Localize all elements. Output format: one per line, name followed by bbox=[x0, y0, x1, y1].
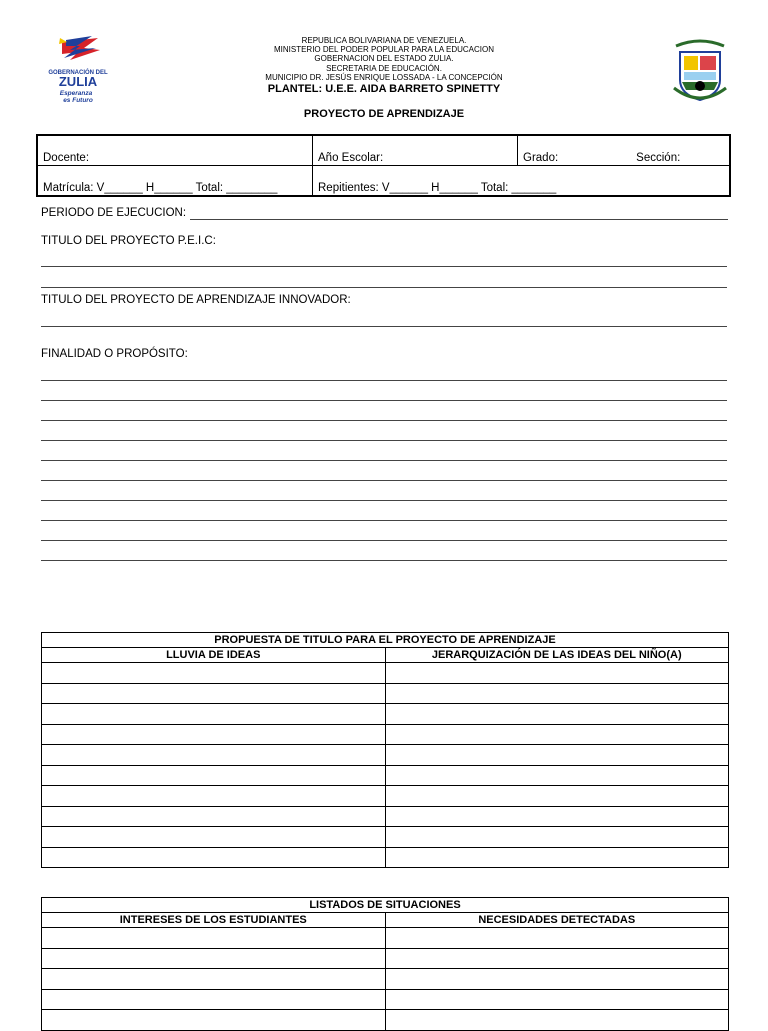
anio-escolar-label: Año Escolar: bbox=[318, 152, 384, 164]
anio-escolar-cell[interactable] bbox=[313, 135, 518, 166]
table-cell[interactable] bbox=[42, 683, 386, 704]
logo-top-text: GOBERNACIÓN DEL bbox=[48, 70, 108, 76]
table-row bbox=[42, 745, 729, 766]
table-row bbox=[42, 806, 729, 827]
finalidad-line[interactable] bbox=[41, 460, 727, 461]
header-line-ministerio: MINISTERIO DEL PODER POPULAR PARA LA EDUCACION bbox=[273, 45, 495, 55]
school-crest-logo bbox=[668, 36, 732, 106]
table-row bbox=[42, 827, 729, 848]
table-cell[interactable] bbox=[42, 704, 386, 725]
table-cell[interactable] bbox=[42, 847, 386, 868]
table-cell[interactable] bbox=[385, 745, 729, 766]
table-cell[interactable] bbox=[385, 806, 729, 827]
table-row bbox=[42, 948, 729, 969]
periodo-line[interactable] bbox=[190, 219, 728, 220]
grado-label: Grado: bbox=[523, 152, 559, 164]
table-row bbox=[42, 704, 729, 725]
table-cell[interactable] bbox=[385, 969, 729, 990]
table-cell[interactable] bbox=[42, 989, 386, 1010]
titulo-innovador-line[interactable] bbox=[41, 326, 727, 327]
table-cell[interactable] bbox=[385, 928, 729, 949]
table-cell[interactable] bbox=[385, 704, 729, 725]
repitientes-cell[interactable] bbox=[313, 166, 731, 197]
finalidad-line[interactable] bbox=[41, 440, 727, 441]
finalidad-line[interactable] bbox=[41, 380, 727, 381]
necesidades-header: NECESIDADES DETECTADAS bbox=[385, 913, 729, 928]
propuesta-table bbox=[41, 632, 729, 868]
jerarquizacion-header: JERARQUIZACIÓN DE LAS IDEAS DEL NIÑO(A) bbox=[385, 648, 729, 663]
finalidad-line[interactable] bbox=[41, 420, 727, 421]
header-line-secretaria: SECRETARIA DE EDUCACIÓN. bbox=[326, 63, 442, 73]
header-line-republica: REPUBLICA BOLIVARIANA DE VENEZUELA. bbox=[301, 36, 467, 45]
titulo-peic-line[interactable] bbox=[41, 287, 727, 288]
header-plantel: PLANTEL: U.E.E. AIDA BARRETO SPINETTY bbox=[267, 83, 501, 96]
table-row bbox=[42, 765, 729, 786]
finalidad-label: FINALIDAD O PROPÓSITO: bbox=[41, 348, 188, 360]
table-row bbox=[42, 1010, 729, 1031]
titulo-peic-line[interactable] bbox=[41, 266, 727, 267]
table-row bbox=[42, 786, 729, 807]
header-line-gobernacion: GOBERNACION DEL ESTADO ZULIA. bbox=[314, 54, 454, 64]
repitientes-label: Repitientes: V______ H______ Total: _______ bbox=[318, 182, 557, 194]
table-row bbox=[42, 989, 729, 1010]
logo-big-text: ZULIA bbox=[58, 74, 98, 89]
table-cell[interactable] bbox=[42, 724, 386, 745]
finalidad-line[interactable] bbox=[41, 560, 727, 561]
finalidad-line[interactable] bbox=[41, 540, 727, 541]
finalidad-line[interactable] bbox=[41, 480, 727, 481]
situaciones-table bbox=[41, 897, 729, 1031]
table-cell[interactable] bbox=[42, 969, 386, 990]
table-cell[interactable] bbox=[385, 827, 729, 848]
table-cell[interactable] bbox=[385, 989, 729, 1010]
gobernacion-zulia-logo bbox=[40, 34, 116, 108]
grado-seccion-cell[interactable] bbox=[518, 135, 731, 166]
table-row bbox=[42, 847, 729, 868]
table-cell[interactable] bbox=[42, 745, 386, 766]
header-line-municipio: MUNICIPIO DR. JESÚS ENRIQUE LOSSADA - LA CONCEPCIÓN bbox=[265, 72, 503, 82]
matricula-label: Matrícula: V______ H______ Total: ________ bbox=[43, 182, 278, 194]
periodo-label: PERIODO DE EJECUCION: bbox=[41, 207, 187, 219]
table-cell[interactable] bbox=[385, 1010, 729, 1031]
info-table bbox=[36, 134, 731, 197]
table-cell[interactable] bbox=[385, 663, 729, 684]
table-cell[interactable] bbox=[42, 806, 386, 827]
finalidad-line[interactable] bbox=[41, 400, 727, 401]
situaciones-title: LISTADOS DE SITUACIONES bbox=[42, 898, 729, 913]
table-row bbox=[42, 928, 729, 949]
logo-slogan-2: es Futuro bbox=[63, 97, 93, 104]
table-cell[interactable] bbox=[42, 928, 386, 949]
table-cell[interactable] bbox=[42, 765, 386, 786]
titulo-innovador-label: TITULO DEL PROYECTO DE APRENDIZAJE INNOVADOR: bbox=[41, 294, 351, 306]
table-row bbox=[42, 663, 729, 684]
titulo-peic-label: TITULO DEL PROYECTO P.E.I.C: bbox=[41, 235, 216, 247]
finalidad-line[interactable] bbox=[41, 500, 727, 501]
document-title: PROYECTO DE APRENDIZAJE bbox=[303, 108, 465, 120]
table-row bbox=[42, 969, 729, 990]
finalidad-line[interactable] bbox=[41, 520, 727, 521]
table-row bbox=[42, 683, 729, 704]
table-cell[interactable] bbox=[385, 948, 729, 969]
table-cell[interactable] bbox=[42, 663, 386, 684]
docente-cell[interactable] bbox=[37, 135, 313, 166]
table-cell[interactable] bbox=[385, 683, 729, 704]
docente-label: Docente: bbox=[43, 152, 90, 164]
propuesta-title: PROPUESTA DE TITULO PARA EL PROYECTO DE APRENDIZAJE bbox=[42, 633, 729, 648]
table-cell[interactable] bbox=[385, 786, 729, 807]
table-cell[interactable] bbox=[385, 724, 729, 745]
table-cell[interactable] bbox=[385, 765, 729, 786]
seccion-label: Sección: bbox=[636, 152, 681, 164]
header bbox=[200, 36, 568, 95]
logo-slogan-1: Esperanza bbox=[59, 90, 93, 97]
intereses-header: INTERESES DE LOS ESTUDIANTES bbox=[42, 913, 386, 928]
matricula-cell[interactable] bbox=[37, 166, 313, 197]
lluvia-ideas-header: LLUVIA DE IDEAS bbox=[42, 648, 386, 663]
table-cell[interactable] bbox=[42, 1010, 386, 1031]
table-cell[interactable] bbox=[42, 827, 386, 848]
table-cell[interactable] bbox=[42, 948, 386, 969]
table-row bbox=[42, 724, 729, 745]
table-cell[interactable] bbox=[385, 847, 729, 868]
table-cell[interactable] bbox=[42, 786, 386, 807]
